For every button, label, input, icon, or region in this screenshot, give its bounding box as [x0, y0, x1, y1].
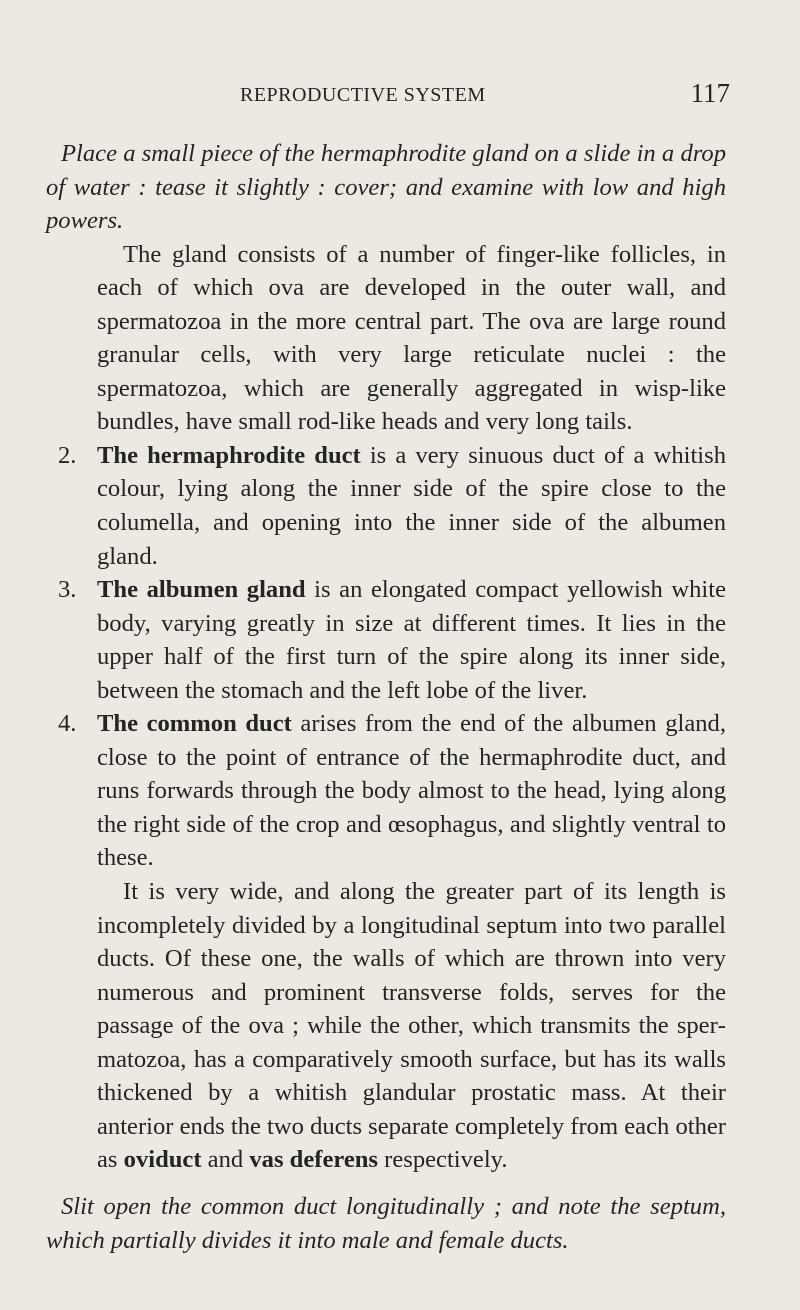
gland-description: The gland consists of a number of finger-like follicles, in each of which ova are developed in the outer wall, and spermatozoa in the more central part. The ova are large round granular cells, with very large reticulate nuclei : the spermatozoa, which are generally aggregated in wisp-like bundles, have small rod-like heads and very long tails. [97, 240, 726, 436]
term-vas-deferens: vas deferens [249, 1146, 378, 1174]
item-term: The hermaphrodite duct [97, 441, 361, 469]
common-duct-detail [46, 875, 726, 1177]
item-number: 3. [58, 576, 77, 604]
detail-text-end: respectively. [378, 1146, 508, 1174]
item-common-duct [46, 707, 726, 875]
item-number: 4. [58, 710, 77, 738]
dissection-instruction: Place a small piece of the hermaphrodite gland on a slide in a drop of water : tease it slightly : cover; and examine with low and high powers. [46, 140, 726, 235]
item-term: The common duct [97, 710, 292, 738]
term-oviduct: oviduct [123, 1146, 202, 1174]
page-number: 117 [690, 78, 730, 108]
item-albumen-gland [46, 573, 726, 707]
running-head: REPRODUCTIVE SYSTEM [240, 84, 486, 106]
item-text: is an elongated compact yellowish white body, varying greatly in size at different times. It lies in the upper half of the first turn of the spire along its inner side, between the stomach and the left lobe of the liver. [97, 576, 726, 704]
closing-instruction: Slit open the common duct longitudinally ; and note the septum, which partially divides it into male and female ducts. [46, 1192, 726, 1254]
page-body [46, 137, 726, 1257]
item-term: The albumen gland [97, 576, 306, 604]
page-header [240, 78, 730, 124]
item-text: is a very sinuous duct of a whitish colour, lying along the inner side of the spire close to the columella, and opening into the inner side of the albumen gland. [97, 441, 726, 570]
item-number: 2. [58, 441, 77, 469]
detail-text-and: and [201, 1146, 250, 1174]
item-hermaphrodite-duct [46, 439, 726, 573]
item-text: arises from the end of the albumen gland, close to the point of entrance of the hermaphrodite duct, and runs forwards through the body almost to the head, lying along the right side of the crop and œsophagus, and slightly ventral to these. [97, 710, 726, 872]
detail-text: It is very wide, and along the greater part of its length is incompletely divided by a longitudinal septum into two parallel ducts. Of these one, the walls of which are thrown into very numerous and prominent transverse folds, serves for the passage of the ova ; while the other, which transmits the spermatozoa, has a comparatively smooth surface, but has its walls thickened by a whitish glandular prostatic mass. At their anterior ends the two ducts separate completely from each other as [97, 878, 726, 1174]
